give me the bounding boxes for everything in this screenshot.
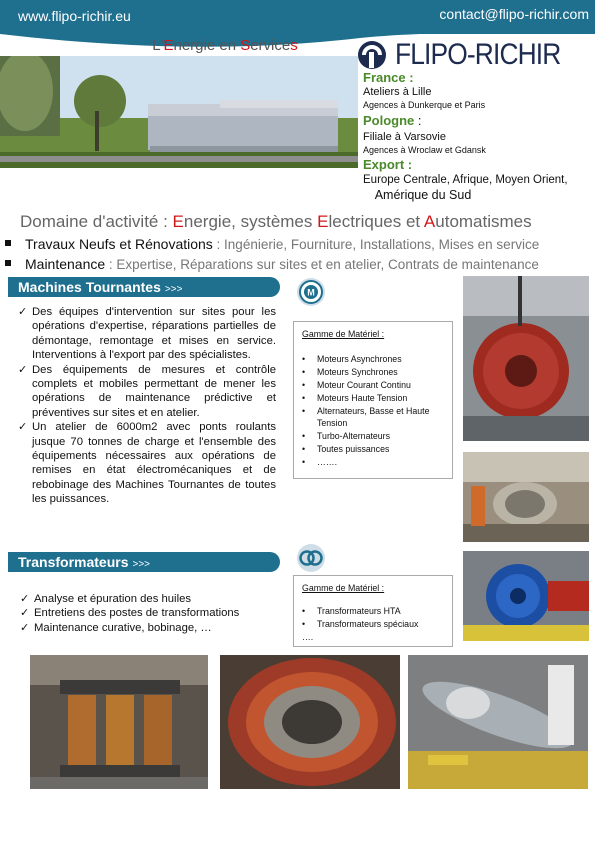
machines-points	[18, 305, 276, 507]
list-item: ✓ Maintenance curative, bobinage, …	[20, 621, 280, 635]
location-export	[363, 157, 593, 202]
list-item: ✓ Entretiens des postes de transformations	[20, 606, 280, 620]
list-item: ✓ Des équipes d'intervention sur sites pour les opérations d'expertise, réparations partielles de démontage, remontage et mises en service. Interventions à l'export par des spécialistes.	[18, 305, 276, 363]
gamme-title: Gamme de Matériel :	[302, 583, 385, 593]
photo-blue-machine	[463, 551, 589, 641]
list-item: • Moteurs Haute Tension	[302, 392, 444, 405]
photo-transformer-coils	[30, 655, 208, 789]
list-item: • Moteurs Asynchrones	[302, 353, 444, 366]
logo-wordmark: FLIPO-RICHIR	[395, 38, 561, 71]
gamme-more: ….	[302, 631, 314, 642]
header-bar	[0, 0, 595, 34]
domain-heading: Domaine d'activité : Energie, systèmes Electriques et Automatismes	[20, 212, 532, 231]
list-item: • Turbo-Alternateurs	[302, 430, 444, 443]
logo-mark-icon	[355, 38, 389, 72]
locations-block	[363, 70, 593, 202]
photo-stator-winding	[220, 655, 400, 789]
list-item: • Transformateurs spéciaux	[302, 618, 444, 631]
location-line: Agences à Dunkerque et Paris	[363, 100, 486, 110]
list-item: • …….	[302, 456, 444, 469]
company-logo	[355, 38, 591, 74]
location-title: Pologne	[363, 113, 415, 128]
list-item: ✓ Un atelier de 6000m2 avec ponts roulants jusque 70 tonnes de charge et l'ensemble des équipements nécessaires aux opérations de remises en état électromécaniques et de rebobinage des Machines Tournantes de toutes les puissances.	[18, 420, 276, 506]
list-item: • Moteurs Synchrones	[302, 366, 444, 379]
location-france	[363, 70, 593, 112]
list-item: • Toutes puissances	[302, 443, 444, 456]
transfo-points	[20, 592, 280, 635]
location-line: Amérique du Sud	[374, 188, 472, 202]
square-bullet-icon	[5, 260, 11, 266]
motor-icon	[296, 277, 326, 307]
transformer-icon	[296, 543, 326, 573]
location-line: Ateliers à Lille	[363, 86, 432, 98]
email-link[interactable]: contact@flipo-richir.com	[439, 6, 589, 22]
activity-item: Maintenance : Expertise, Réparations sur sites et en atelier, Contrats de maintenance	[5, 256, 539, 272]
location-title: France :	[363, 70, 414, 85]
gamme-title: Gamme de Matériel :	[302, 329, 385, 339]
factory-photo	[0, 56, 358, 168]
location-line: Filiale à Varsovie	[363, 131, 446, 143]
list-item: ✓ Des équipements de mesures et contrôle complets et mobiles permettant de mener les opérations de maintenance prédictive et préventives sur sites et en atelier.	[18, 363, 276, 421]
photo-motor-lifting	[463, 276, 589, 441]
slogan: L'Energie en Services	[152, 37, 298, 54]
location-pologne: Pologne : Filiale à Varsovie Agences à Wroclaw et Gdansk	[363, 112, 593, 157]
gamme-machines-box	[293, 321, 453, 479]
activity-item: Travaux Neufs et Rénovations : Ingénierie, Fourniture, Installations, Mises en service	[5, 236, 539, 252]
photo-workshop-stator	[463, 452, 589, 542]
list-item: • Moteur Courant Continu	[302, 379, 444, 392]
location-title: Export :	[363, 157, 413, 172]
location-line: Agences à Wroclaw et Gdansk	[363, 145, 486, 155]
section-header-transformateurs: Transformateurs >>>	[8, 552, 280, 572]
section-header-machines: Machines Tournantes >>>	[8, 277, 280, 297]
list-item: ✓ Analyse et épuration des huiles	[20, 592, 280, 606]
svg-text:M: M	[307, 287, 315, 298]
square-bullet-icon	[5, 240, 11, 246]
gamme-transfo-box	[293, 575, 453, 647]
website-link[interactable]: www.flipo-richir.eu	[18, 8, 131, 24]
list-item: • Transformateurs HTA	[302, 605, 444, 618]
list-item: • Alternateurs, Basse et Haute Tension	[302, 405, 444, 431]
photo-rotor-handling	[408, 655, 588, 789]
location-line: Europe Centrale, Afrique, Moyen Orient,	[363, 174, 568, 186]
